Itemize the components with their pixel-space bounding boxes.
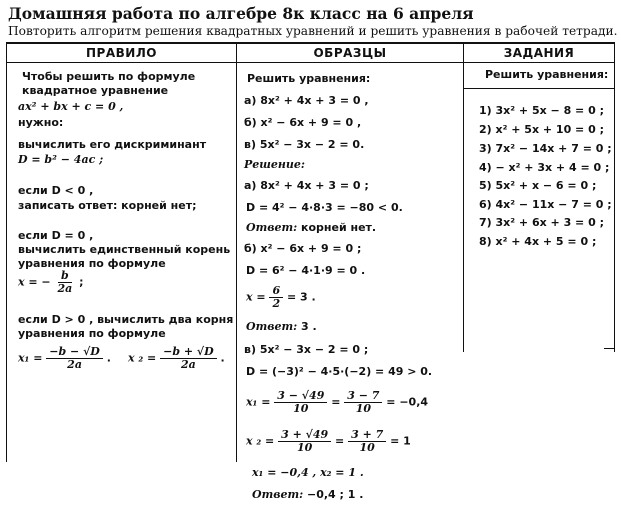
fraction-numerator: 3 + 7 (348, 429, 386, 442)
rule-line-8: записать ответ: корней нет; (18, 199, 197, 212)
root-fraction-2 (348, 429, 386, 454)
task-item-6: 6) 4x² − 11x − 7 = 0 ; (479, 198, 612, 211)
fraction-denominator: 2 (272, 297, 281, 310)
root-result: = 3 . (286, 290, 316, 304)
rule-line-4: нужно: (18, 116, 64, 129)
rule-line-13: если D > 0 , вычислить два корня (18, 313, 234, 326)
table-left-border (6, 42, 7, 462)
tasks-heading: Решить уравнения: (485, 68, 609, 81)
tasks-box-tick (604, 348, 615, 349)
rule-line-10: вычислить единственный корень (18, 243, 231, 256)
tasks-box-divider (463, 88, 615, 89)
fraction-numerator: 6 (269, 285, 283, 298)
fraction-denominator: 10 (293, 402, 309, 415)
solution-c-equation: в) 5x² − 3x − 2 = 0 ; (244, 343, 369, 356)
solution-c-root-x2 (246, 429, 411, 454)
solution-c-roots: x₁ = −0,4 , x₂ = 1 . (252, 466, 364, 479)
task-item-7: 7) 3x² + 6x + 3 = 0 ; (479, 216, 604, 229)
fraction-denominator: 10 (355, 402, 372, 415)
column-header-tasks: ЗАДАНИЯ (503, 46, 575, 60)
solution-b-answer (246, 320, 317, 333)
rule-single-root-lhs: x = − (18, 275, 51, 289)
rule-x1-dot: . (106, 351, 111, 365)
answer-label: Ответ: (252, 488, 304, 501)
rule-x1-lhs: x₁ = (18, 351, 43, 365)
task-item-3: 3) 7x² − 14x + 7 = 0 ; (479, 142, 612, 155)
root-lhs: x = (246, 290, 266, 304)
solution-b-discriminant: D = 6² − 4·1·9 = 0 . (246, 264, 366, 277)
fraction-numerator: −b + √D (160, 346, 217, 359)
solution-heading: Решение: (244, 158, 305, 171)
rule-line-2: квадратное уравнение (22, 84, 169, 97)
equals-sign: = (331, 395, 341, 409)
rule-x2-fraction (160, 346, 217, 371)
fraction-denominator: 10 (296, 441, 313, 454)
solution-c-answer (252, 488, 363, 501)
solution-a-equation: а) 8x² + 4x + 3 = 0 ; (244, 179, 369, 192)
answer-label: Ответ: (246, 320, 298, 333)
task-item-1: 1) 3x² + 5x − 8 = 0 ; (479, 104, 604, 117)
rule-x2-lhs: x ₂ = (128, 351, 157, 365)
solution-a-answer (246, 221, 376, 234)
fraction-numerator: b (58, 270, 72, 283)
rule-single-root-formula (18, 270, 84, 295)
rule-single-root-fraction (55, 270, 76, 295)
rule-line-1: Чтобы решить по формуле (22, 70, 196, 83)
fraction-numerator: 3 + √49 (278, 429, 331, 442)
solution-c-root-x1 (246, 390, 428, 415)
page-title: Домашняя работа по алгебре 8к класс на 6 апреля (8, 4, 474, 23)
root-lhs: x₁ = (246, 395, 271, 409)
fraction-numerator: 3 − 7 (344, 390, 382, 403)
rule-root-x2-formula (128, 346, 225, 371)
solution-b-root (246, 285, 316, 310)
root-fraction-2 (344, 390, 382, 415)
answer-text: корней нет. (297, 221, 377, 234)
solution-a-discriminant: D = 4² − 4·8·3 = −80 < 0. (246, 201, 403, 214)
fraction-numerator: −b − √D (46, 346, 103, 359)
answer-text: 3 . (297, 320, 317, 333)
table-header-border (6, 62, 615, 63)
samples-heading: Решить уравнения: (247, 72, 371, 85)
rule-x2-dot: . (220, 351, 225, 365)
fraction-denominator: 2a (67, 358, 82, 371)
sample-equation-b: б) x² − 6x + 9 = 0 , (244, 116, 362, 129)
rule-line-9: если D = 0 , (18, 229, 94, 242)
answer-label: Ответ: (246, 221, 298, 234)
rule-root-x1-formula (18, 346, 111, 371)
column-header-samples: ОБРАЗЦЫ (313, 46, 387, 60)
task-item-8: 8) x² + 4x + 5 = 0 ; (479, 235, 597, 248)
task-item-2: 2) x² + 5x + 10 = 0 ; (479, 123, 604, 136)
root-result: = 1 (390, 434, 411, 448)
task-item-4: 4) − x² + 3x + 4 = 0 ; (479, 161, 610, 174)
root-result: = −0,4 (386, 395, 429, 409)
equals-sign: = (335, 434, 345, 448)
fraction-numerator: 3 − √49 (274, 390, 327, 403)
root-fraction-1 (274, 390, 327, 415)
rule-line-7: если D < 0 , (18, 184, 94, 197)
fraction-denominator: 2a (57, 282, 73, 295)
rule-line-5: вычислить его дискриминант (18, 138, 207, 151)
sample-equation-c: в) 5x² − 3x − 2 = 0. (244, 138, 365, 151)
root-fraction-1 (278, 429, 331, 454)
rule-discriminant: D = b² − 4ac ; (18, 153, 104, 166)
rule-single-root-end: ; (79, 275, 84, 289)
root-fraction (269, 285, 283, 310)
answer-text: −0,4 ; 1 . (303, 488, 364, 501)
task-item-5: 5) 5x² + x − 6 = 0 ; (479, 179, 597, 192)
rule-equation: ax² + bx + c = 0 , (18, 100, 124, 113)
rule-line-11: уравнения по формуле (18, 257, 166, 270)
rule-x1-fraction (46, 346, 103, 371)
solution-c-discriminant: D = (−3)² − 4·5·(−2) = 49 > 0. (246, 365, 433, 378)
column-divider-1 (236, 42, 237, 462)
sample-equation-a: а) 8x² + 4x + 3 = 0 , (244, 94, 369, 107)
page-subtitle: Повторить алгоритм решения квадратных уравнений и решить уравнения в рабочей тетради. (8, 24, 618, 38)
solution-b-equation: б) x² − 6x + 9 = 0 ; (244, 242, 362, 255)
fraction-denominator: 10 (359, 441, 375, 454)
column-header-rule: ПРАВИЛО (86, 46, 157, 60)
rule-line-14: уравнения по формуле (18, 327, 166, 340)
root-lhs: x ₂ = (246, 434, 275, 448)
fraction-denominator: 2a (181, 358, 196, 371)
